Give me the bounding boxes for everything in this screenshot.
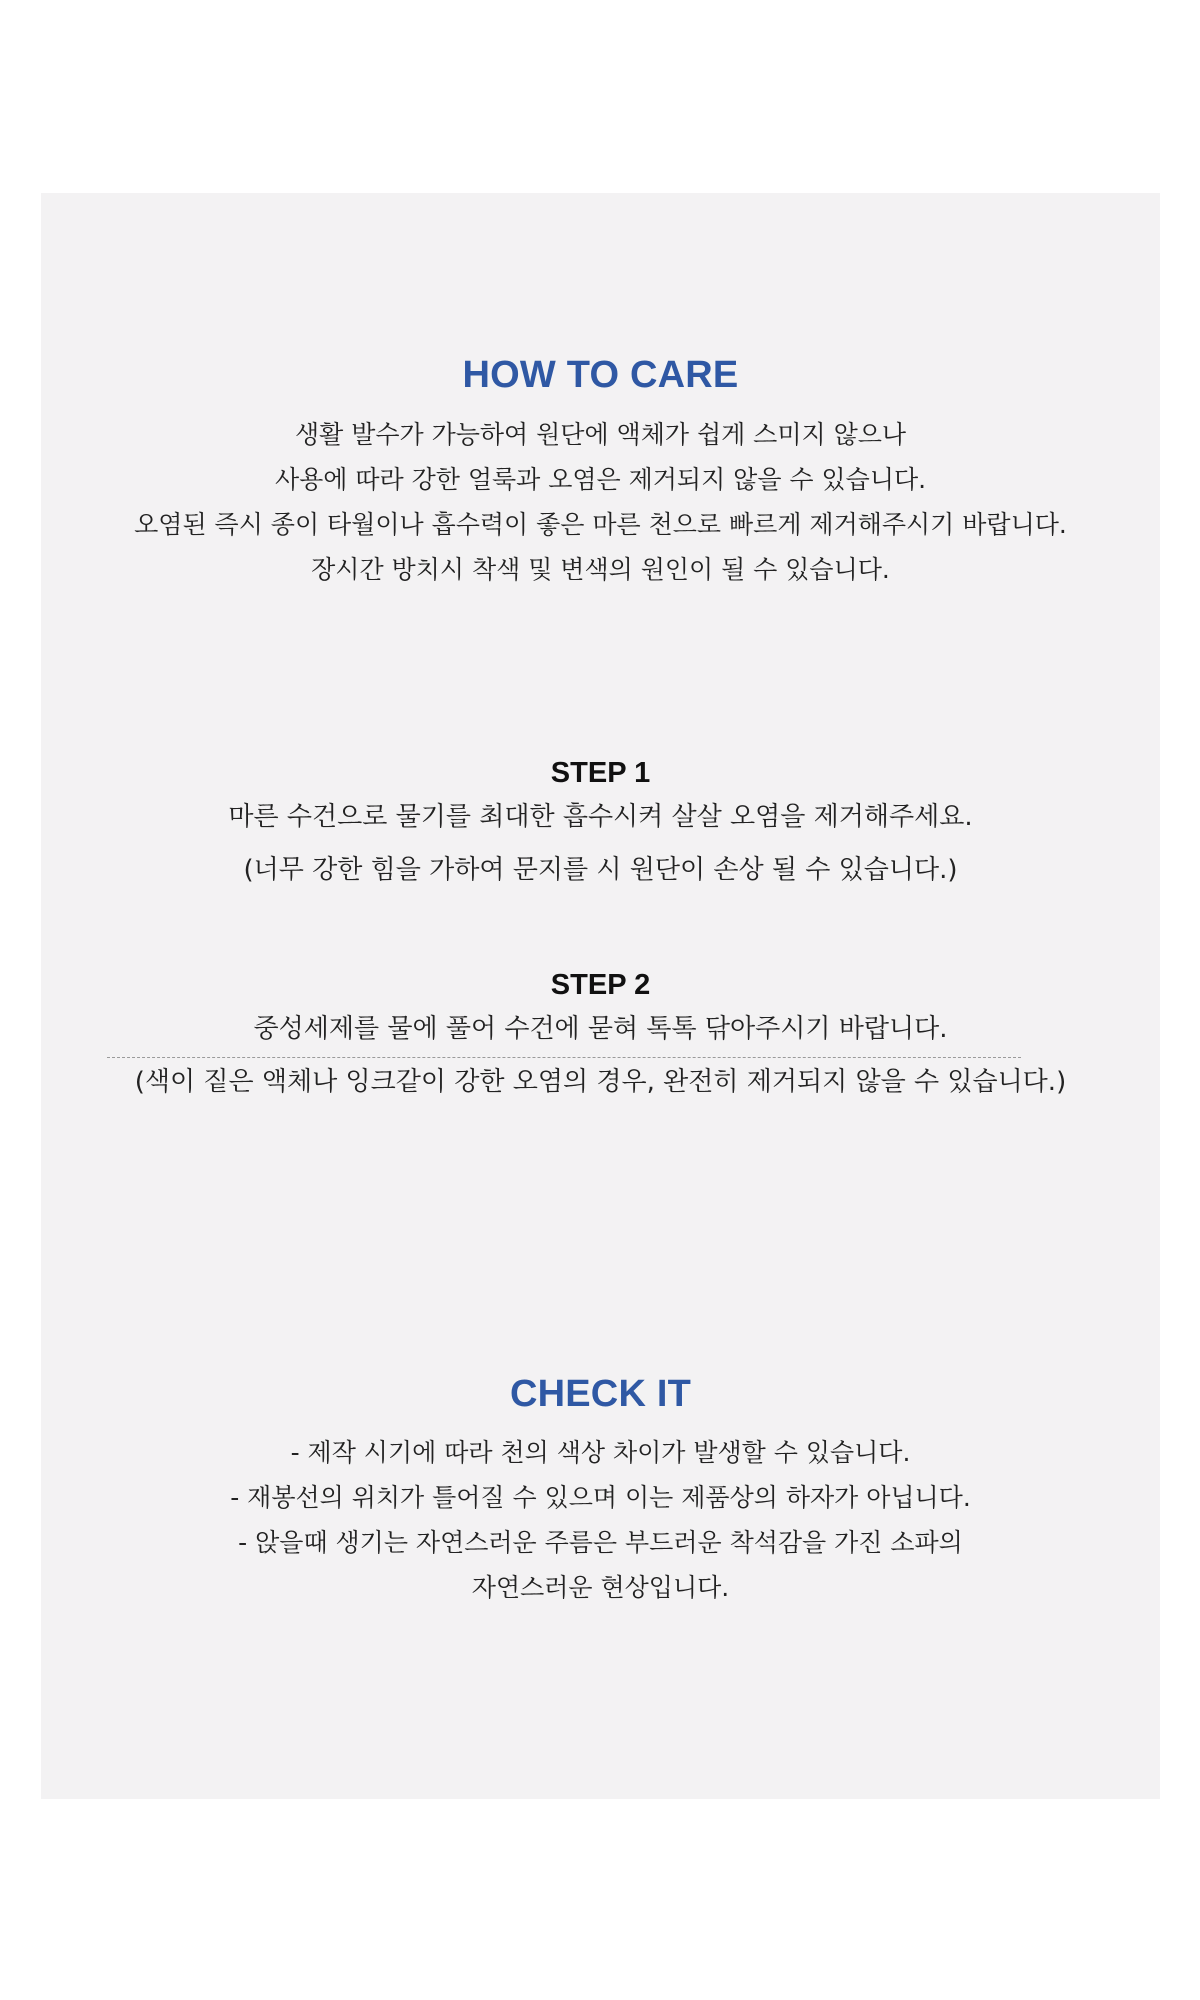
how-to-care-line: 장시간 방치시 착색 및 변색의 원인이 될 수 있습니다. — [311, 555, 890, 584]
step-1-line: 마른 수건으로 물기를 최대한 흡수시켜 살살 오염을 제거해주세요. — [228, 802, 973, 832]
how-to-care-section — [41, 353, 1160, 592]
step-1-line: (너무 강한 힘을 가하여 문지를 시 원단이 손상 될 수 있습니다.) — [243, 855, 958, 885]
how-to-care-line: 생활 발수가 가능하여 원단에 액체가 쉽게 스미지 않으나 — [294, 420, 907, 449]
check-it-line: 자연스러운 현상입니다. — [471, 1573, 730, 1602]
check-it-line: - 제작 시기에 따라 천의 색상 차이가 발생할 수 있습니다. — [290, 1438, 911, 1467]
how-to-care-text — [41, 412, 1160, 592]
step-2-text — [41, 1003, 1160, 1109]
step-2-line: (색이 짙은 액체나 잉크같이 강한 오염의 경우, 완전히 제거되지 않을 수 있습니다.) — [134, 1067, 1067, 1097]
step-2-section — [41, 967, 1160, 1109]
check-it-section — [41, 1372, 1160, 1610]
how-to-care-line: 오염된 즉시 종이 타월이나 흡수력이 좋은 마른 천으로 빠르게 제거해주시기 바랍니다. — [134, 510, 1067, 539]
check-it-title: CHECK IT — [509, 1373, 692, 1415]
how-to-care-line: 사용에 따라 강한 얼룩과 오염은 제거되지 않을 수 있습니다. — [274, 465, 927, 494]
check-it-line: - 앉을때 생기는 자연스러운 주름은 부드러운 착석감을 가진 소파의 — [238, 1528, 963, 1557]
dashed-divider — [107, 1057, 1021, 1058]
step-2-title: STEP 2 — [550, 969, 651, 1001]
how-to-care-title: HOW TO CARE — [462, 354, 739, 396]
step-1-title: STEP 1 — [550, 757, 651, 789]
care-info-panel — [41, 193, 1160, 1799]
check-it-text — [41, 1430, 1160, 1610]
step-1-section — [41, 755, 1160, 897]
step-1-text — [41, 791, 1160, 897]
step-2-line: 중성세제를 물에 풀어 수건에 묻혀 톡톡 닦아주시기 바랍니다. — [253, 1014, 948, 1044]
check-it-line: - 재봉선의 위치가 틀어질 수 있으며 이는 제품상의 하자가 아닙니다. — [230, 1483, 971, 1512]
